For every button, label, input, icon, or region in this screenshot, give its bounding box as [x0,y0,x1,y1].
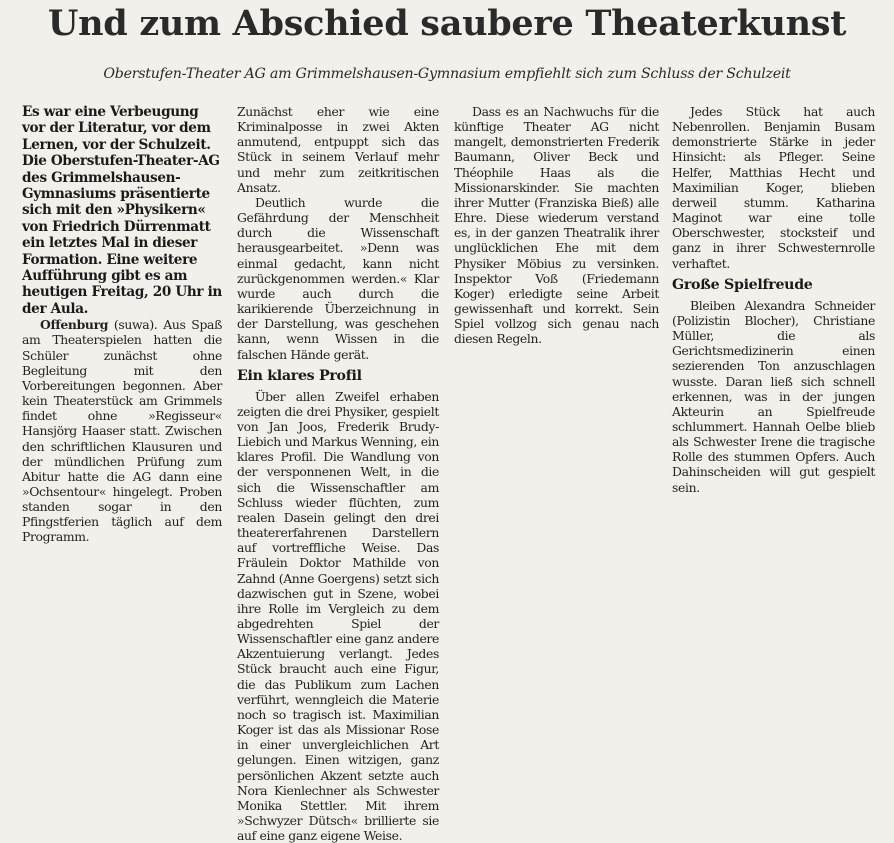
article-dateline: Offenburg [40,317,109,333]
article-column-4 [672,104,875,495]
article-paragraph: Dass es an Nachwuchs für die künftige Theater AG nicht mangelt, demonstrierten Frederik Baumann, Oliver Beck und Théophile Haas als die Missionarskinder. Sie machten ihrer Mutter (Franziska Bieß) alle Ehre. Diese wiederum verstand es, in der ganzen Theatralik ihrer unglücklichen Ehe mit dem Physiker Möbius zu versinken. Inspektor Voß (Friedemann Koger) erledigte seine Arbeit gewissenhaft und korrekt. Sein Spiel vollzog sich genau nach diesen Regeln. [454,104,659,347]
article-paragraph: Jedes Stück hat auch Nebenrollen. Benjamin Busam demonstrierte Stärke in jeder Hinsicht: als Pfleger. Seine Helfer, Matthias Hecht und Maximilian Koger, blieben derweil stumm. Katharina Maginot war eine tolle Oberschwester, stocksteif und ganz in ihrer Schwesternrolle verhaftet. [672,104,875,271]
article-paragraph: Deutlich wurde die Gefährdung der Menschheit durch die Wissenschaft herausgearbeitet. »Denn was einmal gedacht, kann nicht zurückgenommen werden.« Klar wurde auch durch die karikierende Überzeichnung in der Darstellung, was geschehen kann, wenn Wissen in die falschen Hände gerät. [237,194,439,362]
article-column-2 [237,104,439,843]
article-headline: Und zum Abschied saubere Theaterkunst [47,3,847,44]
article-lead: Es war eine Verbeugung vor der Literatur, vor dem Lernen, vor der Schulzeit. Die Oberstufen-Theater-AG des Grimmelshausen-Gymnasiums präsentierte sich mit den »Physikern« von Friedrich Dürrenmatt ein letztes Mal in dieser Formation. Eine weitere Aufführung gibt es am heutigen Freitag, 20 Uhr in der Aula. [22,104,222,317]
article-subheadline: Oberstufen-Theater AG am Grimmelshausen-Gymnasium empfiehlt sich zum Schluss der Schulzeit [103,66,791,82]
article-subhead: Ein klares Profil [237,367,362,384]
paragraph-text: (suwa). Aus Spaß am Theaterspielen hatten die Schüler zunächst ohne Begleitung mit den Vorbereitungen begonnen. Aber kein Theaterstück am Grimmels findet ohne »Regisseur« Hansjörg Haaser statt. Zwischen den schriftlichen Klausuren und der mündlichen Prüfung zum Abitur hatte die AG dann eine »Ochsentour« hingelegt. Proben standen sogar in den Pfingstferien täglich auf dem Programm. [22,317,222,545]
article-paragraph [22,317,222,544]
article-column-1 [22,104,222,545]
article-subhead: Große Spielfreude [672,276,813,293]
article-paragraph: Über allen Zweifel erhaben zeigten die drei Physiker, gespielt von Jan Joos, Frederik Brudy-Liebich und Markus Wenning, ein klares Profil. Die Wandlung von der versponnenen Welt, in die sich die Wissenschaftler am Schluss wieder flüchten, zum realen Dasein gelingt den drei theatererfahrenen Darstellern auf vortreffliche Weise. Das Fräulein Doktor Mathilde von Zahnd (Anne Goergens) setzt sich dazwischen gut in Szene, wobei ihre Rolle im Vergleich zu dem abgedrehten Spiel der Wissenschaftler eine ganz andere Akzentuierung verlangt. Jedes Stück braucht auch eine Figur, die das Publikum zum Lachen verführt, wenngleich die Materie noch so tragisch ist. Maximilian Koger ist das als Missionar Rose in einer unvergleichlichen Art gelungen. Einen witzigen, ganz persönlichen Akzent setzte auch Nora Kienlechner als Schwester Monika Stettler. Mit ihrem »Schwyzer Dütsch« brillierte sie auf eine ganz eigene Weise. [237,388,439,843]
article-paragraph: Zunächst eher wie eine Kriminalposse in zwei Akten anmutend, entpuppt sich das Stück in seinem Verlauf mehr und mehr zum zeitkritischen Ansatz. [237,104,439,195]
article-paragraph: Bleiben Alexandra Schneider (Polizistin Blocher), Christiane Müller, die als Gerichtsmedizinerin einen sezierenden Ton anzuschlagen wusste. Daran ließ sich schnell erkennen, was in der jungen Akteurin an Spielfreude schlummert. Hannah Oelbe blieb als Schwester Irene die tragische Rolle des stummen Opfers. Auch Dahinscheiden will gut gespielt sein. [672,297,875,495]
article-column-3 [454,104,659,347]
